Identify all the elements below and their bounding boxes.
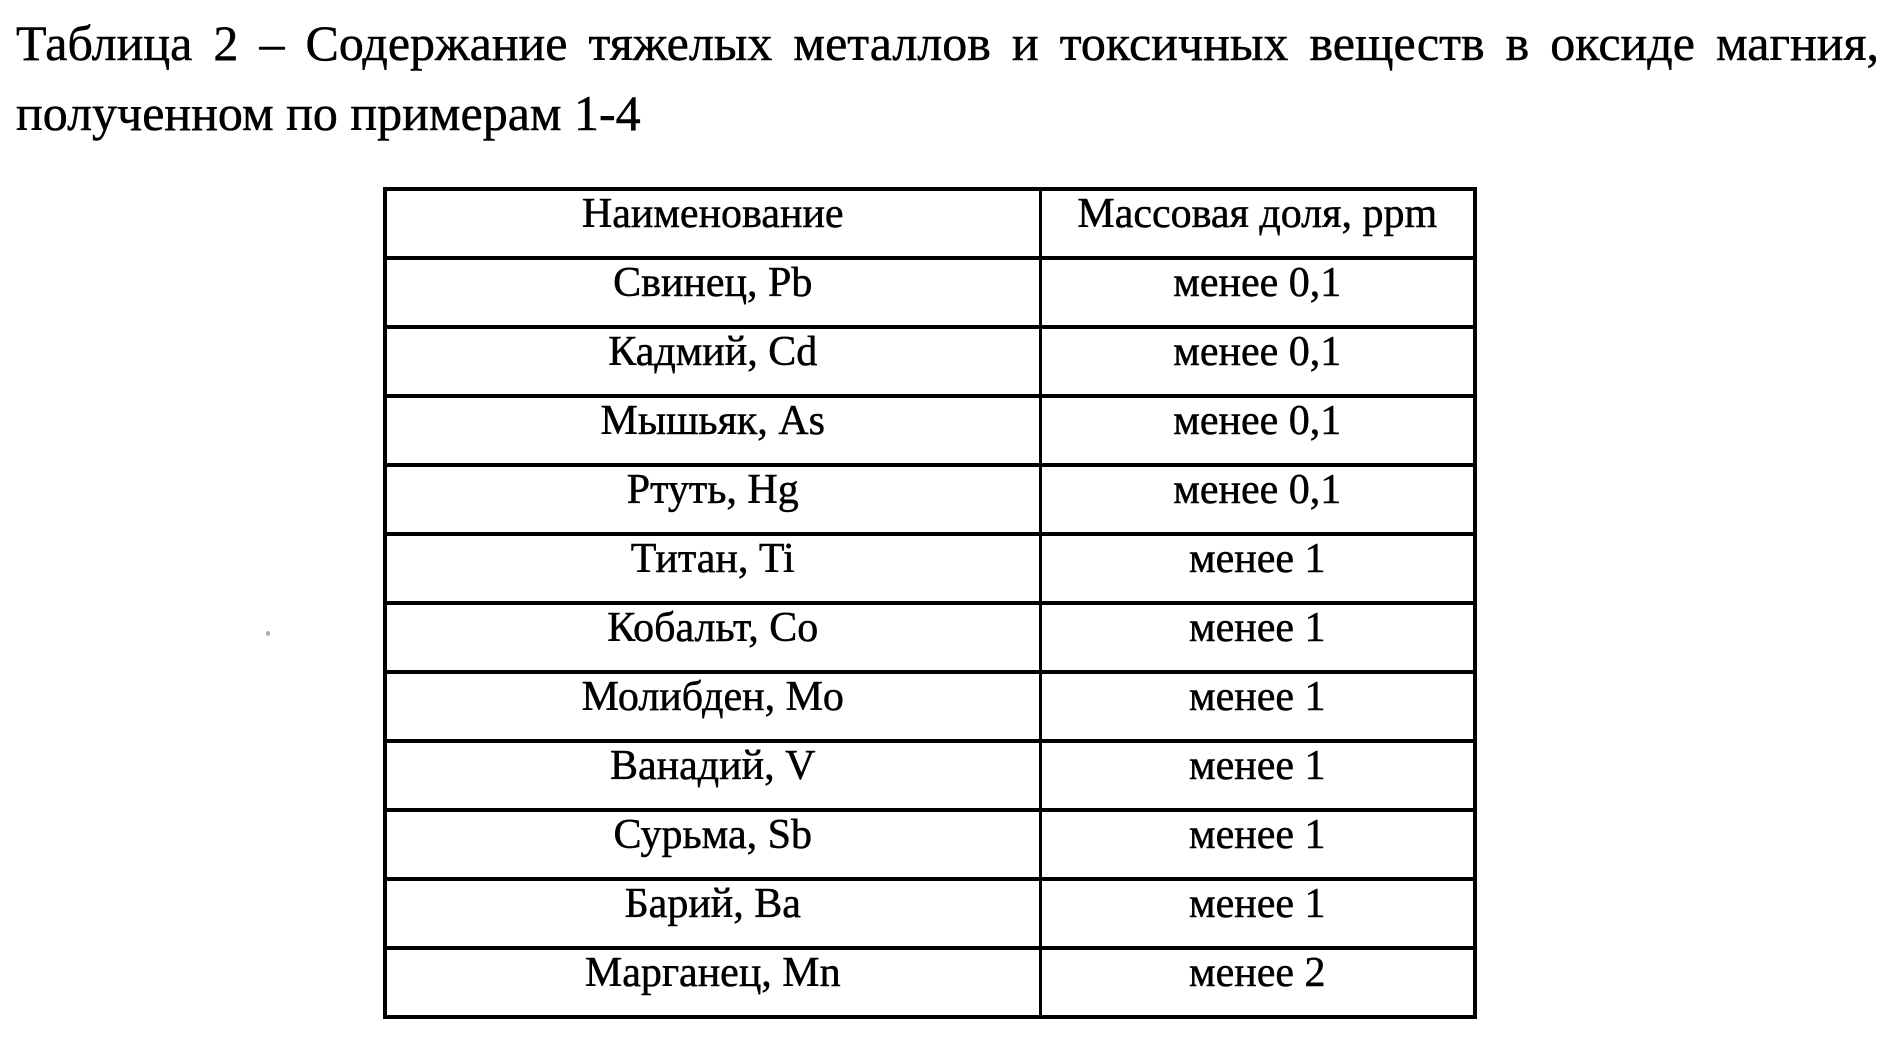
row-value-cell: менее 0,1: [1040, 327, 1475, 396]
row-value-cell: менее 0,1: [1040, 465, 1475, 534]
table-caption-line-1: Таблица 2 – Содержание тяжелых металлов и токсичных веществ в оксиде магния,: [16, 15, 1879, 71]
row-label-cell: Кобальт, Co: [385, 603, 1040, 672]
row-label-cell: Свинец, Pb: [385, 258, 1040, 327]
table-row: [385, 465, 1475, 534]
row-label-cell: Ртуть, Hg: [385, 465, 1040, 534]
table-row: [385, 327, 1475, 396]
table-caption: [16, 8, 1879, 148]
table-row: [385, 741, 1475, 810]
row-label-cell: Кадмий, Cd: [385, 327, 1040, 396]
row-label-cell: Сурьма, Sb: [385, 810, 1040, 879]
data-table-container: [383, 187, 1477, 1019]
row-value-cell: менее 1: [1040, 810, 1475, 879]
row-label-cell: Мышьяк, As: [385, 396, 1040, 465]
column-header-name: Наименование: [385, 189, 1040, 258]
row-value-cell: менее 1: [1040, 741, 1475, 810]
table-caption-line-2: полученном по примерам 1-4: [16, 85, 641, 141]
row-label-cell: Марганец, Mn: [385, 948, 1040, 1017]
row-value-cell: менее 1: [1040, 534, 1475, 603]
scan-artifact-speck: [266, 631, 270, 636]
row-value-cell: менее 1: [1040, 603, 1475, 672]
row-value-cell: менее 0,1: [1040, 258, 1475, 327]
row-label-cell: Барий, Ba: [385, 879, 1040, 948]
table-header-row: [385, 189, 1475, 258]
table-row: [385, 948, 1475, 1017]
row-label-cell: Ванадий, V: [385, 741, 1040, 810]
table-row: [385, 810, 1475, 879]
table-row: [385, 534, 1475, 603]
table-row: [385, 603, 1475, 672]
row-label-cell: Титан, Ti: [385, 534, 1040, 603]
row-value-cell: менее 0,1: [1040, 396, 1475, 465]
row-value-cell: менее 1: [1040, 879, 1475, 948]
column-header-mass-fraction: Массовая доля, ppm: [1040, 189, 1475, 258]
row-value-cell: менее 1: [1040, 672, 1475, 741]
table-row: [385, 258, 1475, 327]
table-row: [385, 396, 1475, 465]
table-row: [385, 879, 1475, 948]
table-row: [385, 672, 1475, 741]
row-label-cell: Молибден, Mo: [385, 672, 1040, 741]
row-value-cell: менее 2: [1040, 948, 1475, 1017]
metals-content-table: [383, 187, 1477, 1019]
